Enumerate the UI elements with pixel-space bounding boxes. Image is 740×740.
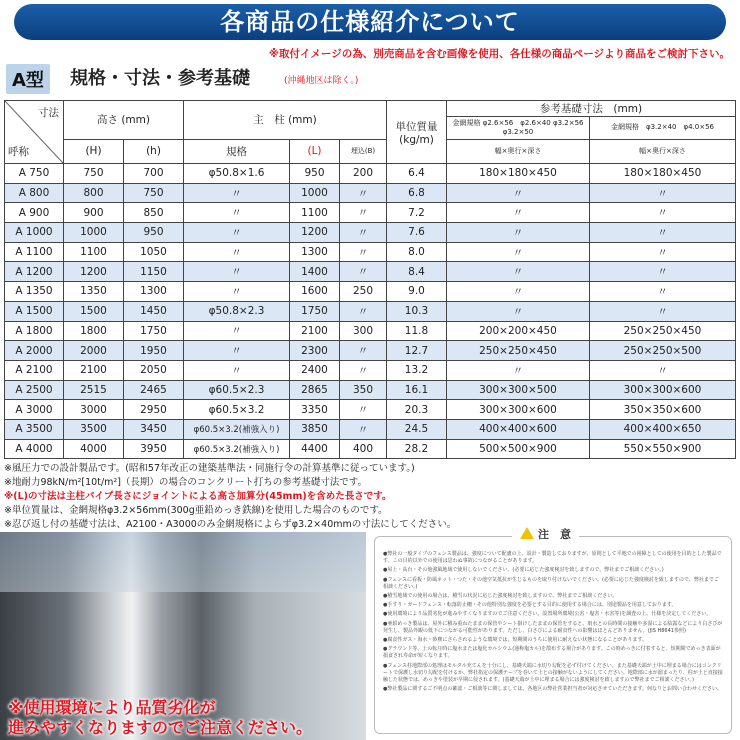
table-row xyxy=(5,380,736,400)
page-banner: 各商品の仕様紹介について xyxy=(14,4,726,40)
type-label: A型 xyxy=(6,64,50,94)
section-title: 規格・寸法・参考基礎 xyxy=(70,68,250,89)
table-row xyxy=(5,301,736,321)
table-cell: 1800 xyxy=(64,321,124,341)
table-cell: 1100 xyxy=(290,203,340,223)
table-cell: 24.5 xyxy=(387,419,447,439)
table-cell: 400×400×650 xyxy=(590,419,736,439)
table-cell: φ60.5×2.3 xyxy=(184,380,290,400)
table-cell: A 2100 xyxy=(5,360,64,380)
table-cell: 〃 xyxy=(184,360,290,380)
table-cell: φ60.5×3.2(補強入り) xyxy=(184,419,290,439)
table-cell: A 2500 xyxy=(5,380,64,400)
caution-item: ●フェンス柱地際部の処理はモルタル充てんを十分にし、基礎天端に水切り勾配を必ず付けてください。また基礎天端が土中に埋まる場合にはコンクリートで保護し水切り勾配を付けるか、弊社指定の保護テープを巻いて土との接触がないようにしてください。地際部に水が溜まったり、柱が土と直接接触した状態では、めっきや塗装が早期に侵されます。(基礎天端が土中に埋まる場合には強度検討を致しますので弊社までご相談ください。) xyxy=(383,662,723,684)
table-cell: 2465 xyxy=(124,380,184,400)
table-cell: 4000 xyxy=(64,439,124,459)
table-cell: 500×500×900 xyxy=(447,439,590,459)
table-cell: 250 xyxy=(340,282,387,302)
col-base1-dims: 幅×奥行×深さ xyxy=(447,139,590,163)
table-cell: 〃 xyxy=(340,183,387,203)
col-base2-dims: 幅×奥行×深さ xyxy=(590,139,736,163)
table-cell: 1450 xyxy=(124,301,184,321)
table-cell: A 2000 xyxy=(5,341,64,361)
table-cell: 6.4 xyxy=(387,164,447,184)
table-cell: 300×300×600 xyxy=(447,400,590,420)
table-cell: 300×300×600 xyxy=(590,380,736,400)
table-cell: 2000 xyxy=(64,341,124,361)
table-cell: 〃 xyxy=(590,203,736,223)
table-cell: 〃 xyxy=(447,301,590,321)
table-cell: 3950 xyxy=(124,439,184,459)
table-cell: 〃 xyxy=(590,242,736,262)
table-row xyxy=(5,360,736,380)
table-cell: 11.8 xyxy=(387,321,447,341)
table-cell: 1000 xyxy=(64,223,124,243)
table-cell: 1600 xyxy=(290,282,340,302)
caution-item: ●使用環境により品質劣化が進みやすくなりますのでご注意ください。設置場所環境(公害・塩害・水害等)を調査の上、仕様を決定してください。 xyxy=(383,611,712,618)
note: ※地耐力98kN/m²[10t/m²]（長期）の場合のコンクリート打ちの参考基礎寸法です。 xyxy=(4,477,367,488)
caution-item: ●フェンスに看板・防風ネット・つた・その他空気抵抗が生じるものを取り付けないでください。(必要に応じた強度検討を致しますので、弊社までご相談ください。) xyxy=(383,576,719,590)
note: ※風圧力での設計製品です。(昭和57年改正の建築基準法・同施行令の計算基準に従っています。) xyxy=(4,463,415,474)
table-cell: 700 xyxy=(124,164,184,184)
table-cell: 350×350×600 xyxy=(590,400,736,420)
table-cell: 3450 xyxy=(124,419,184,439)
table-cell: 300×300×500 xyxy=(447,380,590,400)
table-cell: 3000 xyxy=(64,400,124,420)
table-cell: 〃 xyxy=(447,360,590,380)
col-L: (L) xyxy=(290,139,340,163)
table-cell: A 750 xyxy=(5,164,64,184)
spec-table xyxy=(4,100,736,459)
caution-item: ●積雪地域での使用の場合は、積雪の状況に応じた強度検討を致しますので、弊社までご相談ください。 xyxy=(383,593,618,600)
table-cell: 〃 xyxy=(340,341,387,361)
table-row xyxy=(5,223,736,243)
table-cell: 2950 xyxy=(124,400,184,420)
table-cell: 3500 xyxy=(64,419,124,439)
table-cell: 〃 xyxy=(590,223,736,243)
table-cell: 1400 xyxy=(290,262,340,282)
table-cell: 2300 xyxy=(290,341,340,361)
table-cell: 1300 xyxy=(290,242,340,262)
table-row xyxy=(5,419,736,439)
base-header: 参考基礎寸法 (mm) xyxy=(447,101,736,117)
table-cell: A 3500 xyxy=(5,419,64,439)
caution-item: ●弊社製品に関するご不明点の確認・ご相談等に関しましては、各地区の弊社営業担当者が対応させていただきます。何なりとお問い合わせください。 xyxy=(383,686,722,693)
table-cell: 〃 xyxy=(447,262,590,282)
photo-caption: ※使用環境により品質劣化が 進みやすくなりますのでご注意ください。 xyxy=(8,698,313,737)
table-cell: 〃 xyxy=(340,419,387,439)
section-subtitle: (沖縄地区は除く。) xyxy=(284,76,359,86)
table-cell: 350 xyxy=(340,380,387,400)
table-cell: 7.2 xyxy=(387,203,447,223)
table-cell: 400×400×600 xyxy=(447,419,590,439)
table-cell: A 1100 xyxy=(5,242,64,262)
col-B: 埋込(B) xyxy=(340,139,387,163)
table-cell: 8.0 xyxy=(387,242,447,262)
top-note: ※取付イメージの為、別売商品を含む画像を使用、各仕様の商品ページより商品をご検討下さい。 xyxy=(268,48,730,60)
table-cell: 950 xyxy=(290,164,340,184)
table-cell: 200 xyxy=(340,164,387,184)
table-cell: 1500 xyxy=(64,301,124,321)
caution-item: ●腐食性ガス・海水・砂塵にさらされるような環境では、短期間のうちに使用に耐えない状態になることがあります。 xyxy=(383,637,647,644)
table-cell: φ60.5×3.2(補強入り) xyxy=(184,439,290,459)
table-cell: 12.7 xyxy=(387,341,447,361)
col-H: (H) xyxy=(64,139,124,163)
table-cell: A 1200 xyxy=(5,262,64,282)
table-cell: A 1000 xyxy=(5,223,64,243)
table-cell: 〃 xyxy=(340,360,387,380)
table-cell: 〃 xyxy=(340,242,387,262)
table-cell: 250×250×450 xyxy=(590,321,736,341)
table-cell: 〃 xyxy=(590,183,736,203)
table-cell: 2100 xyxy=(290,321,340,341)
table-cell: 8.4 xyxy=(387,262,447,282)
table-row xyxy=(5,282,736,302)
table-cell: A 1800 xyxy=(5,321,64,341)
table-cell: 200×200×450 xyxy=(447,321,590,341)
table-cell: A 1350 xyxy=(5,282,64,302)
table-row xyxy=(5,183,736,203)
table-cell: 〃 xyxy=(590,360,736,380)
table-cell: 3850 xyxy=(290,419,340,439)
col-spec: 規格 xyxy=(184,139,290,163)
table-cell: 1000 xyxy=(290,183,340,203)
table-cell: 〃 xyxy=(340,223,387,243)
table-cell: 1950 xyxy=(124,341,184,361)
table-cell: 〃 xyxy=(184,321,290,341)
caution-item: ●亜鉛めっき製品は、屋外に積み重ねたままの保管やシート掛けしたままの保管をすると、雨水との長時間の接触や多湿による結露などにより白さびが発生し、製品外観の低下につながる可能性があります。ただし、白さびによる耐食性への影響はほとんどありません。(JIS H8641参照) xyxy=(383,620,723,634)
table-cell: φ50.8×2.3 xyxy=(184,301,290,321)
col-h: (h) xyxy=(124,139,184,163)
warning-icon xyxy=(520,527,534,539)
table-row xyxy=(5,203,736,223)
table-cell: 〃 xyxy=(340,301,387,321)
caution-box xyxy=(374,536,732,734)
table-cell: 〃 xyxy=(340,400,387,420)
table-cell: 2400 xyxy=(290,360,340,380)
note: ※単位質量は、金網規格φ3.2×56mm(300g亜鉛めっき鉄線)を使用した場合のものです。 xyxy=(4,505,388,516)
table-cell: 20.3 xyxy=(387,400,447,420)
table-cell: 16.1 xyxy=(387,380,447,400)
table-row xyxy=(5,439,736,459)
table-cell: 〃 xyxy=(184,262,290,282)
table-cell: 1050 xyxy=(124,242,184,262)
note: ※(L)の寸法は主柱パイプ長さにジョイントによる高さ加算分(45mm)を含めた長さです。 xyxy=(4,491,392,502)
table-cell: 750 xyxy=(64,164,124,184)
table-cell: 〃 xyxy=(340,203,387,223)
table-cell: A 1500 xyxy=(5,301,64,321)
table-cell: 1350 xyxy=(64,282,124,302)
table-cell: 2515 xyxy=(64,380,124,400)
table-row xyxy=(5,400,736,420)
weight-header: 単位質量 (kg/m) xyxy=(387,101,447,164)
table-cell: 4400 xyxy=(290,439,340,459)
table-cell: 〃 xyxy=(590,301,736,321)
table-cell: 3350 xyxy=(290,400,340,420)
table-cell: 〃 xyxy=(447,242,590,262)
notes xyxy=(4,462,456,532)
table-cell: φ60.5×3.2 xyxy=(184,400,290,420)
table-cell: A 800 xyxy=(5,183,64,203)
table-cell: 180×180×450 xyxy=(447,164,590,184)
table-cell: 9.0 xyxy=(387,282,447,302)
table-cell: 〃 xyxy=(590,262,736,282)
table-cell: 750 xyxy=(124,183,184,203)
table-cell: 〃 xyxy=(340,262,387,282)
table-cell: 〃 xyxy=(184,203,290,223)
table-cell: 1100 xyxy=(64,242,124,262)
table-cell: 1750 xyxy=(290,301,340,321)
caution-title: 注 意 xyxy=(512,526,579,542)
table-cell: 950 xyxy=(124,223,184,243)
caution-item: ●屋上・高台・その他強風地域で使用しないでください。(必要に応じた強度検討を致しますので、弊社までご相談ください。) xyxy=(383,567,664,574)
table-cell: 900 xyxy=(64,203,124,223)
table-cell: 300 xyxy=(340,321,387,341)
table-cell: 13.2 xyxy=(387,360,447,380)
table-cell: 2100 xyxy=(64,360,124,380)
table-cell: 2050 xyxy=(124,360,184,380)
post-header: 主 柱 (mm) xyxy=(184,101,387,140)
table-row xyxy=(5,164,736,184)
table-cell: 28.2 xyxy=(387,439,447,459)
table-cell: 〃 xyxy=(184,341,290,361)
base1-spec: 金網規格 φ2.6×56 φ2.6×40 φ3.2×56 φ3.2×50 xyxy=(447,117,590,139)
table-cell: 250×250×500 xyxy=(590,341,736,361)
note: ※忍び返し付の基礎寸法は、A2100・A3000のみ金網規格によらずφ3.2×40mmの寸法にしてください。 xyxy=(4,519,457,530)
table-cell: 2865 xyxy=(290,380,340,400)
table-cell: 1300 xyxy=(124,282,184,302)
table-cell: 400 xyxy=(340,439,387,459)
table-cell: 〃 xyxy=(447,223,590,243)
table-cell: 〃 xyxy=(447,183,590,203)
table-cell: 〃 xyxy=(447,282,590,302)
table-row xyxy=(5,321,736,341)
table-cell: 6.8 xyxy=(387,183,447,203)
table-cell: 7.6 xyxy=(387,223,447,243)
table-cell: φ50.8×1.6 xyxy=(184,164,290,184)
table-cell: 1750 xyxy=(124,321,184,341)
table-cell: 850 xyxy=(124,203,184,223)
table-cell: 1200 xyxy=(290,223,340,243)
table-cell: 〃 xyxy=(184,183,290,203)
table-row xyxy=(5,242,736,262)
caution-item: ●グラウンド等、土の転圧時に塩水または塩化カルシウム(通称塩カル)を散布する場合があります。この時めっきに付着すると、短期間でめっき表面が損食され寿命が短くなります。 xyxy=(383,646,721,660)
table-cell: 〃 xyxy=(184,282,290,302)
table-cell: 10.3 xyxy=(387,301,447,321)
table-cell: 1200 xyxy=(64,262,124,282)
table-cell: 〃 xyxy=(447,203,590,223)
table-cell: 〃 xyxy=(184,242,290,262)
table-cell: A 3000 xyxy=(5,400,64,420)
table-cell: A 4000 xyxy=(5,439,64,459)
table-cell: 180×180×450 xyxy=(590,164,736,184)
table-cell: 〃 xyxy=(590,282,736,302)
base2-spec: 金網規格 φ3.2×40 φ4.0×56 xyxy=(590,117,736,139)
height-header: 高さ (mm) xyxy=(64,101,184,140)
table-cell: 800 xyxy=(64,183,124,203)
table-cell: 1150 xyxy=(124,262,184,282)
table-row xyxy=(5,341,736,361)
corner-header: 寸法 呼称 xyxy=(5,101,64,164)
caution-item: ●弊社の一般タイプのフェンス製品は、強度について配慮の上、設計・製造しておりますが、原則として平地での囲障としての使用を目的とした製品です。この目的以外での使用は思わぬ事故につながることがあります。 xyxy=(383,551,722,565)
caution-item: ●手すり・ガードフェンス・転落防止柵・その他特別な強度を必要とする目的に使用する場合には、別途製品を用意しております。 xyxy=(383,602,677,609)
table-cell: A 900 xyxy=(5,203,64,223)
table-row xyxy=(5,262,736,282)
table-cell: 〃 xyxy=(184,223,290,243)
table-cell: 550×550×900 xyxy=(590,439,736,459)
table-cell: 250×250×450 xyxy=(447,341,590,361)
